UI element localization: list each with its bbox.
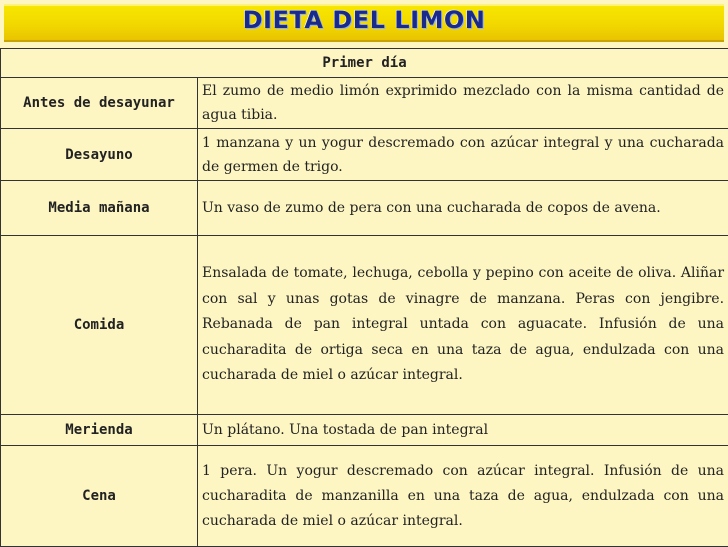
- table-row: [1, 78, 728, 129]
- meal-description: Un vaso de zumo de pera con una cucharada de copos de avena.: [198, 181, 728, 236]
- table-row: [1, 181, 728, 236]
- title-bar: [0, 0, 728, 48]
- meal-name: Antes de desayunar: [1, 78, 198, 129]
- meal-name: Desayuno: [1, 129, 198, 181]
- diet-table: [0, 48, 728, 547]
- table-row: [1, 415, 728, 446]
- meal-name: Comida: [1, 236, 198, 415]
- meal-description: Ensalada de tomate, lechuga, cebolla y pepino con aceite de oliva. Aliñar con sal y unas gotas de vinagre de manzana. Peras con jengibre. Rebanada de pan integral untada con aguacate. Infusión de una cucharadita de ortiga seca en una taza de agua, endulzada con una cucharada de miel o azúcar integral.: [198, 236, 728, 415]
- meal-description: Un plátano. Una tostada de pan integral: [198, 415, 728, 446]
- meal-name: Cena: [1, 446, 198, 547]
- page-title: DIETA DEL LIMON: [0, 6, 728, 34]
- day-header: Primer día: [1, 49, 728, 78]
- meal-name: Merienda: [1, 415, 198, 446]
- meal-name: Media mañana: [1, 181, 198, 236]
- table-row: [1, 236, 728, 415]
- meal-description: 1 manzana y un yogur descremado con azúcar integral y una cucharada de germen de trigo.: [198, 129, 728, 181]
- header-row: [1, 49, 728, 78]
- meal-description: El zumo de medio limón exprimido mezclado con la misma cantidad de agua tibia.: [198, 78, 728, 129]
- meal-description: 1 pera. Un yogur descremado con azúcar integral. Infusión de una cucharadita de manzanilla en una taza de agua, endulzada con una cucharada de miel o azúcar integral.: [198, 446, 728, 547]
- table-row: [1, 129, 728, 181]
- table-row: [1, 446, 728, 547]
